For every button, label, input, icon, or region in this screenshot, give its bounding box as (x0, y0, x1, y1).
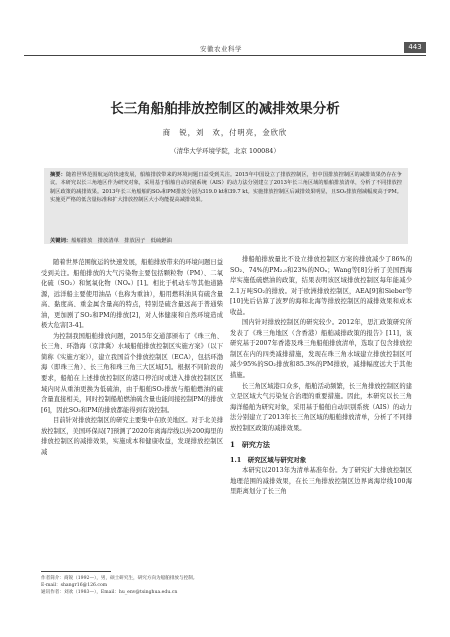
paragraph: 随着世界范围航运的快速发展，船舶排放带来的环境问题日益受到关注。船舶排放的大气污染物主要包括颗粒物（PM）、二氧化硫（SO₂）和氮氧化物（NOₓ）[1]。相比于机动车等其他道路源，远洋船主要使用油品（也称为重油），船用燃料油具有硫含量高、黏度高、重金属含量高的特点，特别是硫含量远高于普通柴油，更加剧了SO₂和PM的排放[2]，对人体健康和自然环境造成极大危害[3-4]。 (41, 259, 224, 330)
affiliation: （清华大学环境学院，北京 100084） (170, 147, 280, 155)
keywords-label: 关键词： (50, 238, 72, 244)
subsection-heading: 1.1 研究区域与研究对象 (230, 455, 307, 464)
left-column (41, 258, 223, 458)
paragraph: 国内针对排放控制区的研究较少。2012年，思汇政策研究所发表了《珠三角地区（含香港）船舶减排政策的报告》[11]，该研究基于2007年香港及珠三角船舶排放清单，选取了包含排放控制区在内的四类减排措施，发现在珠三角水域建立排放控制区可减少95%的SO₂排放和85.3%的PM排放，减排幅度远大于其他措施。 (230, 319, 412, 380)
footnote-email: E-mail：shangr16@126.com (41, 583, 108, 589)
footnotes (41, 575, 231, 597)
footnote-author: 作者简介：商锐（1992—），男，硕士研究生，研究方向为船舶排放与控制。 (41, 576, 198, 581)
paper-title: 长三角船舶排放控制区的减排效果分析 (110, 101, 340, 117)
paragraph: 目前针对排放控制区的研究主要集中在欧美地区。对于北美排放控制区，美国环保局[7]预测了2020年离海岸线以外200海里的排放控制区的减排效果，实施成本和健康收益，发现排放控制区减 (41, 417, 224, 456)
keywords-list: 船舶排放 排放清单 排放因子 低硫燃油 (71, 238, 172, 244)
footnote-divider (41, 571, 111, 572)
footnote-corresponding: 通讯作者：刘欢（1983—），Email：hu_env@tsinghua.edu.cn (41, 590, 178, 596)
paragraph: 为控制我国船舶排放问题，2015年交通部颁布了《珠三角、长三角、环渤海（京津冀）水域船舶排放控制区实施方案》（以下简称《实施方案》），建立我国首个排放控制区（ECA），包括环渤海（即珠三角）、长三角和珠三角三大区域[5]。根据不同阶段的要求，船舶在上述排放控制区的港口停泊时或进入排放控制区区域内时从重油更换为低硫油，由于船舶SO₂排放与船舶燃油的硫含量直接相关，同时控制船舶燃油硫含量也能间接控制PM的排放[6]，因此SO₂和PM的排放都能得到有效控制。 (41, 332, 223, 414)
abstract-body: 随着世界范围航运的快速发展，船舶排放带来的环境问题日益受到关注。2015年中国设立了排放控制区，但中国排放控制区的减排效果仍存在争议。本研究以长三角地区作为研究对象，采用基于船舶自动识别系统（AIS）的动力法分别建立了2013年长三角区域的船舶排放清单，分析了不同排放控制区政策的减排效果。2013年长三角船舶的SO₂和PM排放分别为319.0 kt和39.7 kt。实施排放控制区后减排效果明显，且SO₂排放削减幅度高于PM。实施更严格的低含量标准和扩大排放控制区大小均能提高减排效果。 (50, 172, 402, 203)
section-heading: 1 研究方法 (230, 440, 270, 450)
abstract (50, 171, 402, 204)
author-list: 商 锐，刘 欢，付明亮，金欣欣 (162, 128, 288, 137)
right-column (230, 255, 412, 498)
header-divider (24, 55, 426, 56)
paragraph: 长三角区域港口众多，船舶活动频繁，长三角排放控制区的建立是区域大气污染复合治理的重要措施。因此，本研究以长三角海洋船舶为研究对象，采用基于船舶自动识别系统（AIS）的动力法分别建立了2013年长三角区域的船舶排放清单，分析了不同排放控制区政策的减排效果。 (230, 382, 413, 432)
page-number: 443 (404, 42, 426, 53)
keywords (50, 236, 406, 244)
paragraph: 本研究以2013年为清单基准年份。为了研究扩大排放控制区地理范围的减排效果，在长三角排放控制区边界离海岸线100海里距离划分了长三角 (230, 467, 412, 496)
abstract-label: 摘要： (50, 172, 66, 178)
journal-name: 安徽农业科学 (200, 45, 242, 53)
paragraph: 排船舶排放量比不设立排放控制区方案的排放减少了86%的SO₂、74%的PM₂.₅和23%的NOₓ；Wang等[8]分析了美国西海岸实施低硫燃油的政策，结果表明该区域排放控制区每年能减少2.1万吨SO₂的排放。对于欧洲排放控制区，AEA[9]和Sieber等[10]先后估算了波罗的海和北海等排放控制区的减排效果和成本收益。 (230, 256, 412, 316)
